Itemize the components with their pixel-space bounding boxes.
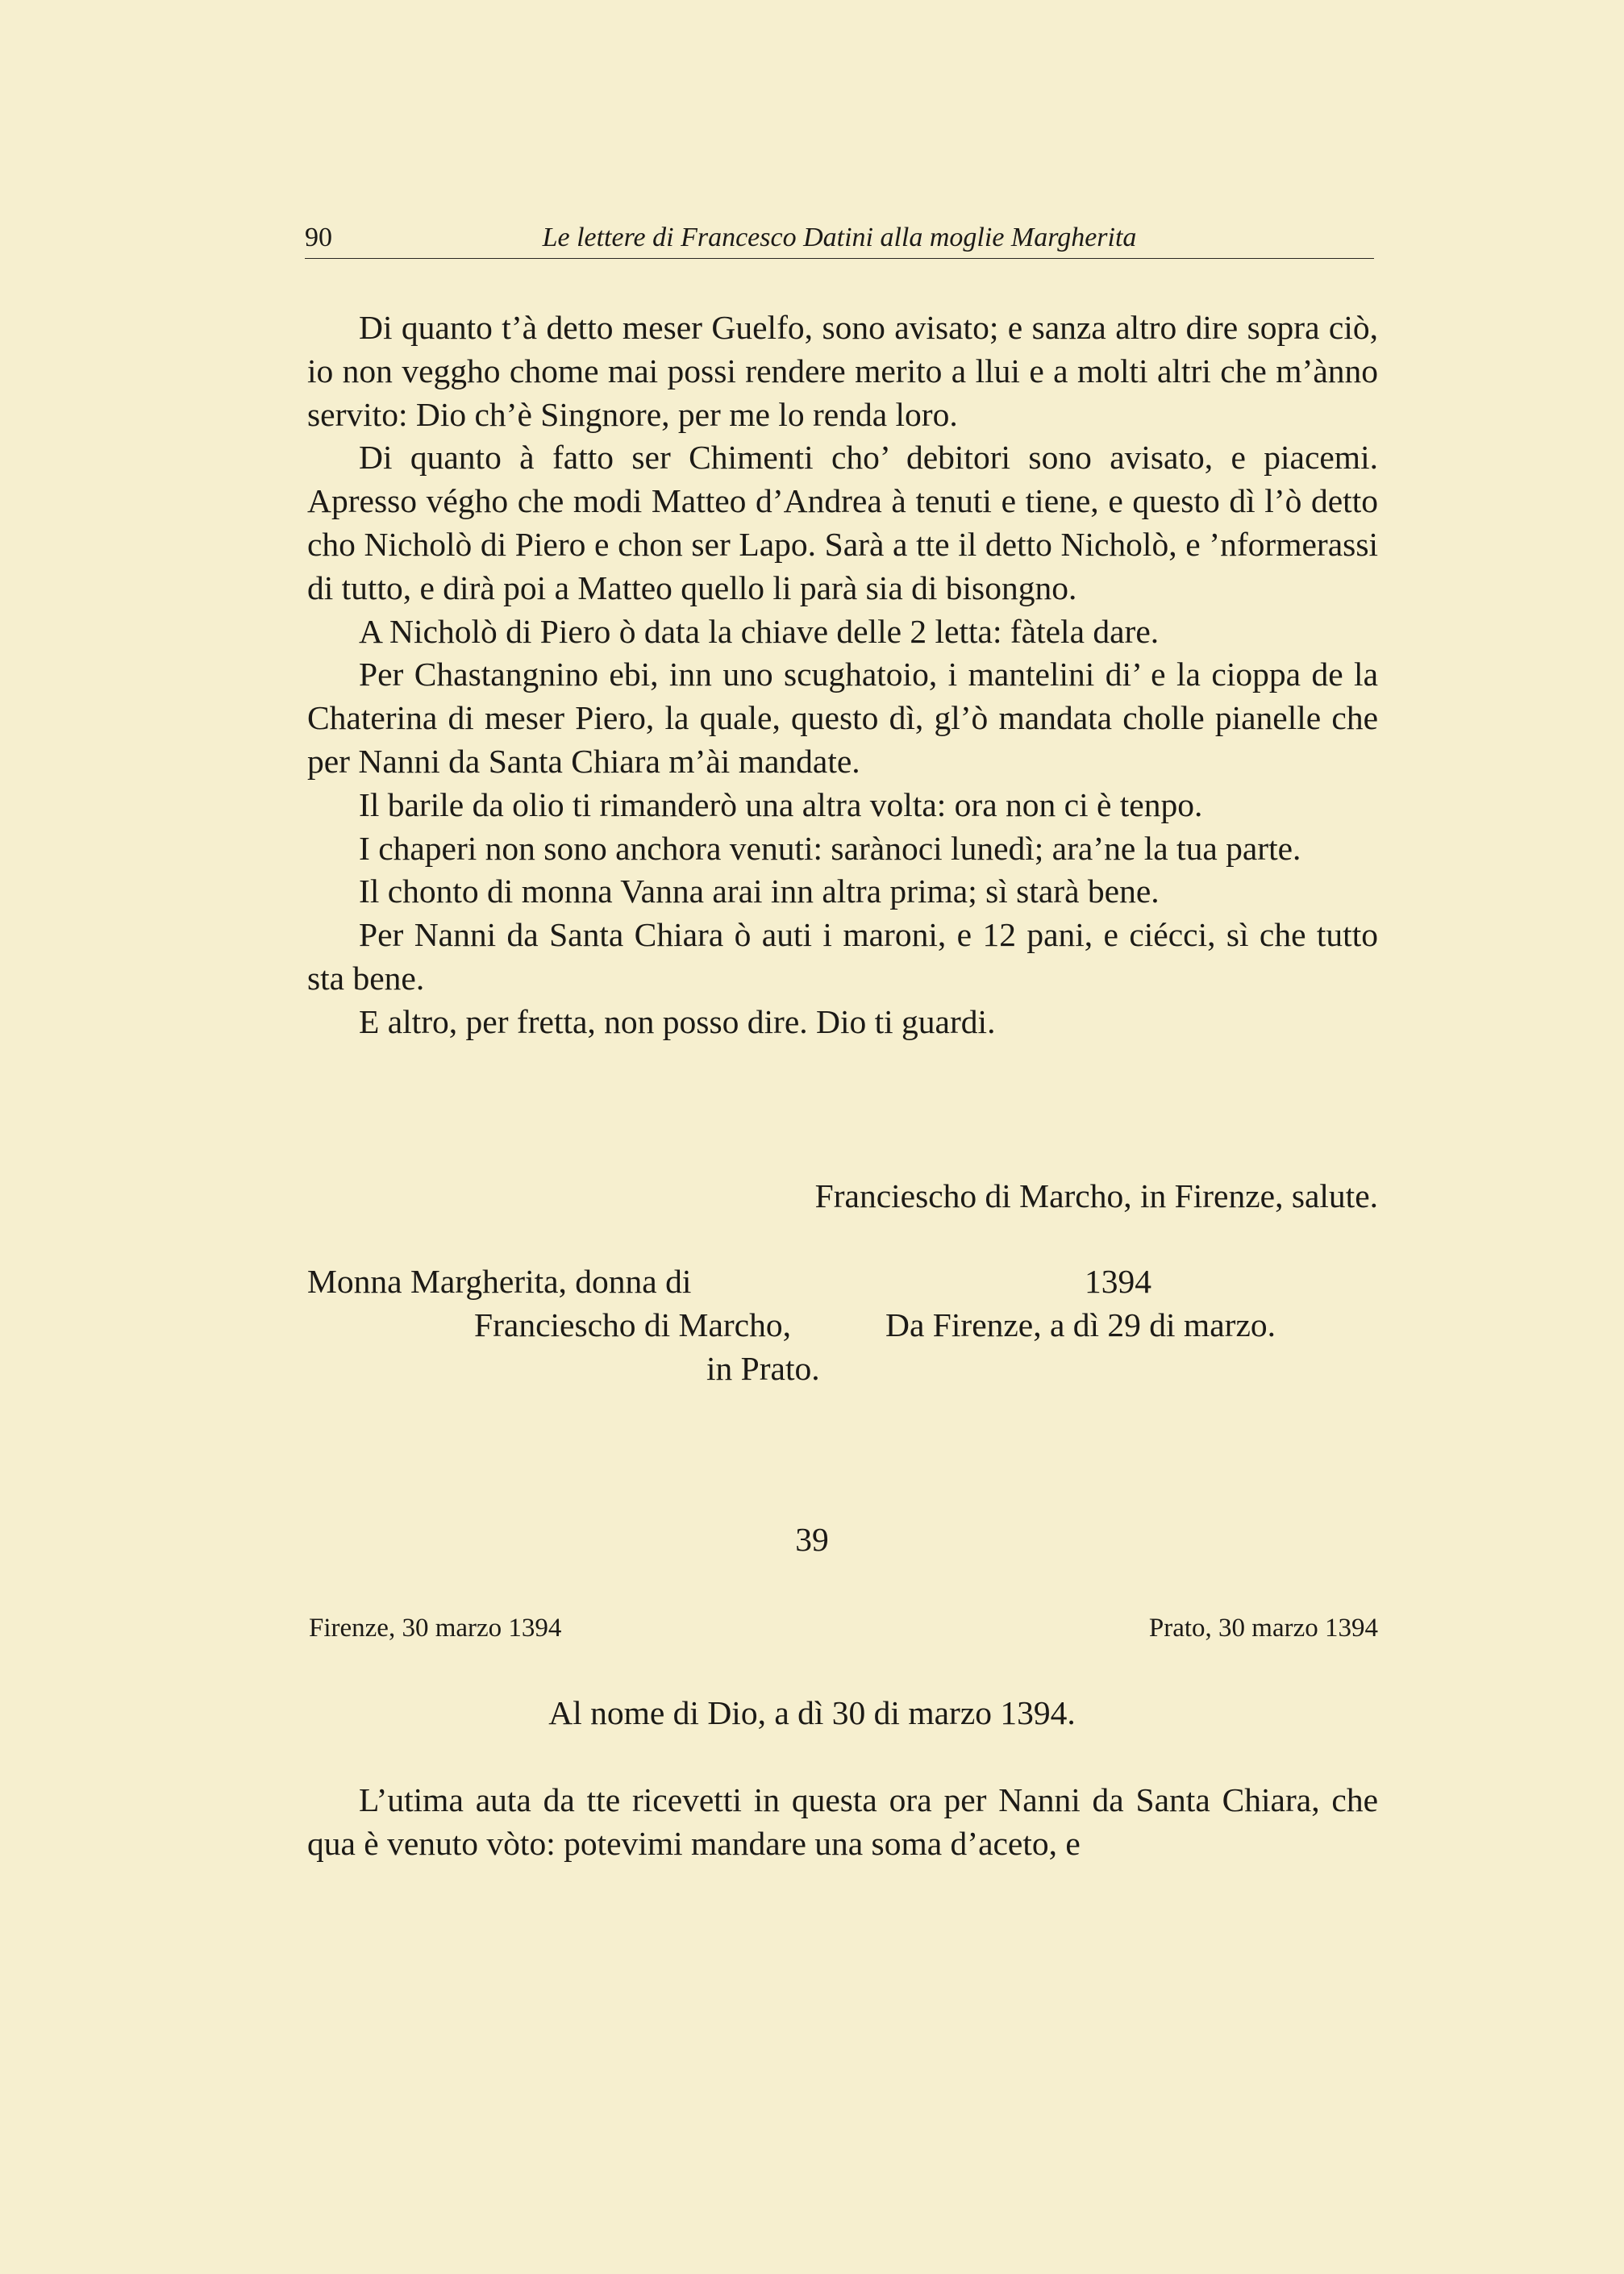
paragraph: Di quanto à fatto ser Chimenti cho’ debitori sono avisato, e piacemi. Apresso végho che modi Matteo d’Andrea à tenuti e tiene, e questo dì l’ò detto cho Nicholò di Piero e chon ser Lapo. Sarà a tte il detto Nicholò, e ’nformerassi di tutto, e dirà poi a Matteo quello li parà sia di bisongno.	[307, 439, 1378, 606]
paragraph: Di quanto t’à detto meser Guelfo, sono avisato; e sanza altro dire sopra ciò, io non veggho chome mai possi rendere merito a llui e a molti altri che m’ànno servito: Dio ch’è Singnore, per me lo renda loro.	[307, 309, 1378, 433]
signature: Franciescho di Marcho, in Firenze, salute.	[814, 1177, 1378, 1214]
address-line-recipient: Monna Margherita, donna di	[307, 1263, 692, 1300]
dateline-to: Prato, 30 marzo 1394	[1148, 1614, 1378, 1643]
paragraph: Per Nanni da Santa Chiara ò auti i maroni, e 12 pani, e ciécci, sì che tutto sta bene.	[307, 916, 1378, 997]
paragraph: Per Chastangnino ebi, inn uno scughatoio, i mantelini di’ e la cioppa de la Chaterina di meser Piero, la quale, questo dì, gl’ò mandata cholle pianelle che per Nanni da Santa Chiara m’ài mandate.	[307, 656, 1378, 780]
page-header	[305, 219, 1374, 259]
running-title: Le lettere di Francesco Datini alla moglie Margherita	[542, 223, 1137, 252]
paragraph: L’utima auta da tte ricevetti in questa ora per Nanni da Santa Chiara, che qua è venuto vòto: potevimi mandare una soma d’aceto, e	[307, 1781, 1378, 1862]
address-line-place: in Prato.	[706, 1350, 820, 1387]
paragraph: Il chonto di monna Vanna arai inn altra prima; sì starà bene.	[359, 873, 1160, 910]
paragraph: E altro, per fretta, non posso dire. Dio ti guardi.	[359, 1002, 996, 1040]
dateline-from: Firenze, 30 marzo 1394	[309, 1614, 562, 1643]
letter-number: 39	[795, 1521, 829, 1558]
paragraph: I chaperi non sono anchora venuti: sarànoci lunedì; ara’ne la tua parte.	[359, 829, 1301, 867]
address-date: Da Firenze, a dì 29 di marzo.	[885, 1306, 1276, 1343]
address-line-name: Franciescho di Marcho,	[474, 1306, 791, 1343]
address-year: 1394	[1085, 1263, 1151, 1300]
letter-opening: Al nome di Dio, a dì 30 di marzo 1394.	[548, 1694, 1076, 1731]
paragraph: Il barile da olio ti rimanderò una altra volta: ora non ci è tenpo.	[359, 785, 1203, 823]
paragraph: A Nicholò di Piero ò data la chiave delle 2 letta: fàtela dare.	[359, 612, 1160, 650]
page-number: 90	[305, 223, 332, 252]
letter-body-text	[307, 306, 1378, 1044]
